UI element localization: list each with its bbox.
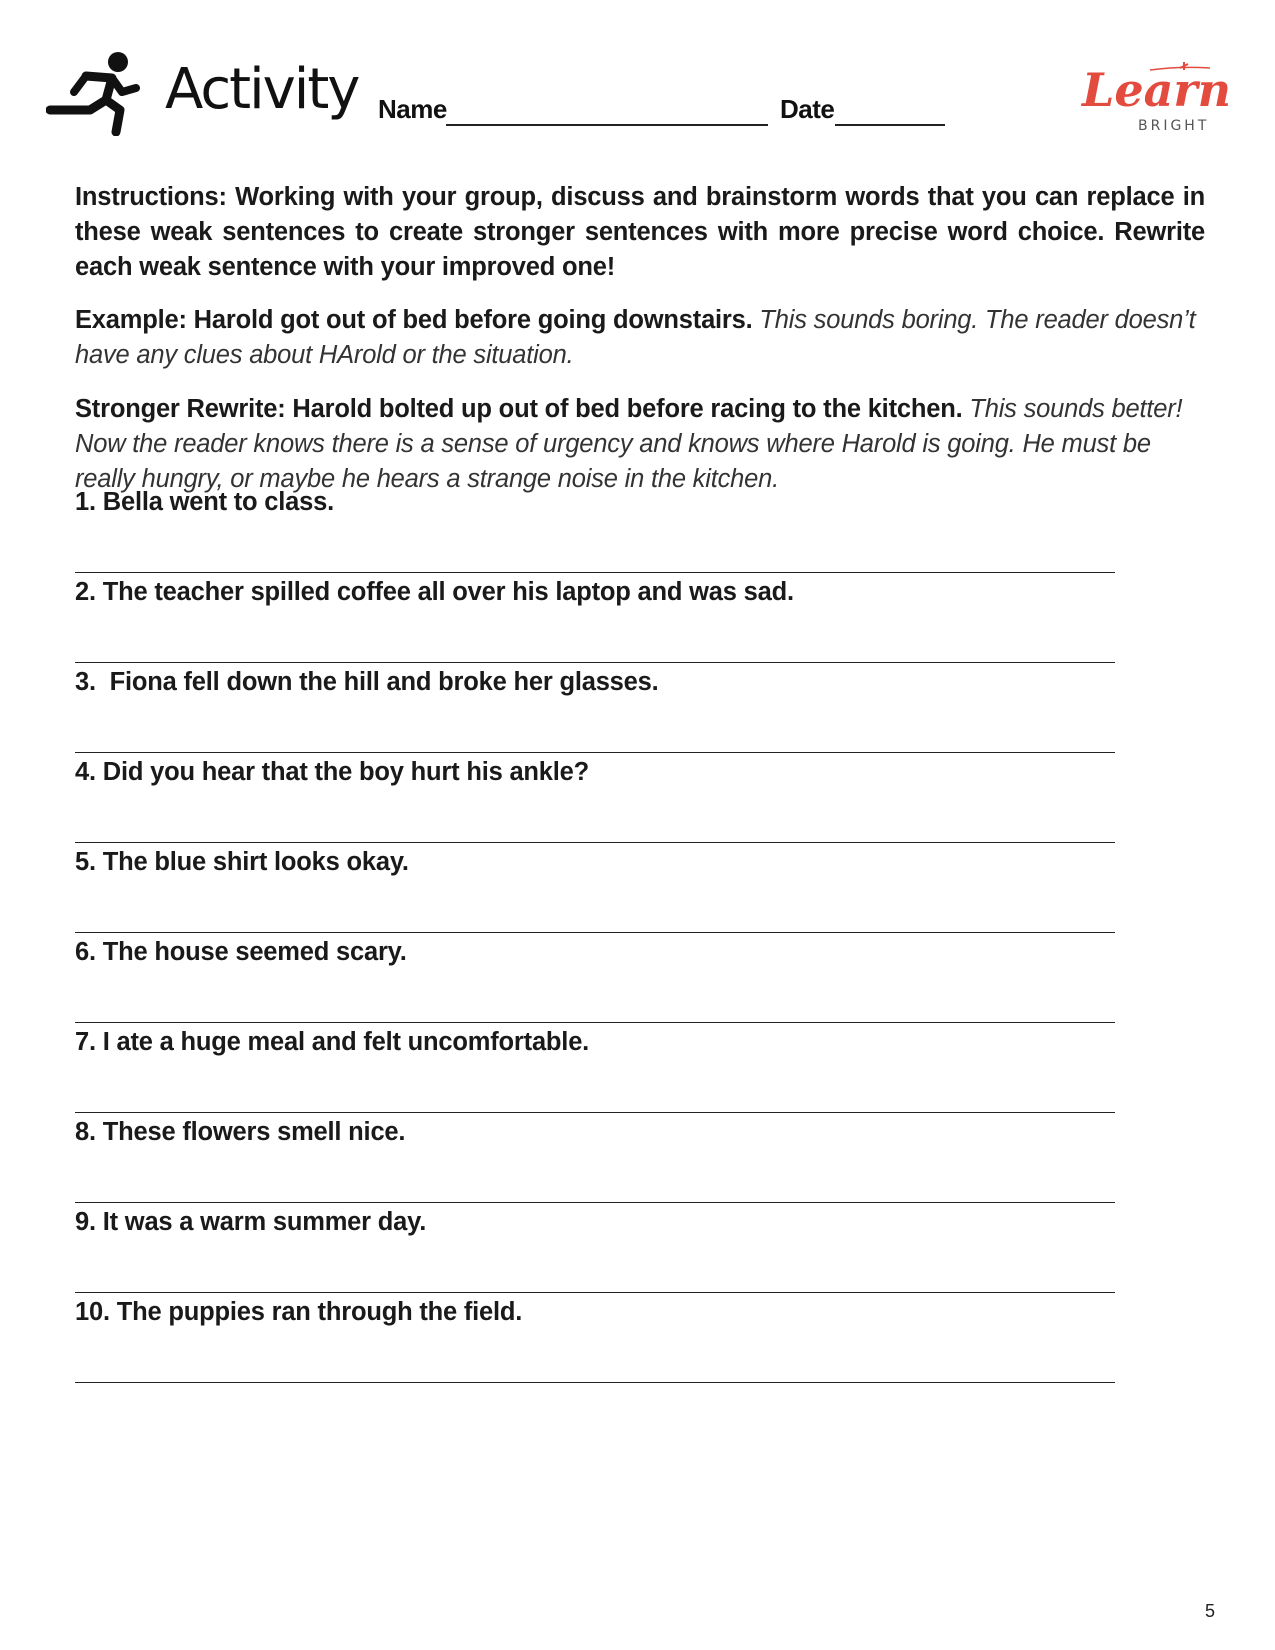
question-5: 5. The blue shirt looks okay. [75, 848, 409, 876]
instructions-text: Instructions: Working with your group, discuss and brainstorm words that you can replace in these weak sentences to create stronger sentences with more precise word choice. Rewrite each weak sentence with your improved one! [75, 183, 1205, 281]
logo-subtext: BRIGHT [1138, 118, 1210, 134]
question-10: 10. The puppies ran through the field. [75, 1298, 523, 1326]
logo-word: Learn [1082, 63, 1232, 117]
rewrite-comment: This sounds better! Now the reader knows there is a sense of urgency and knows where Harold is going. He must be really hungry, or maybe he hears a strange noise in the kitchen. [75, 395, 1183, 493]
answer-line-2[interactable] [75, 662, 1115, 663]
example-comment: This sounds boring. The reader doesn’t have any clues about HArold or the situation. [75, 306, 1196, 369]
learn-bright-logo [1080, 62, 1240, 136]
answer-line-7[interactable] [75, 1112, 1115, 1113]
answer-line-9[interactable] [75, 1292, 1115, 1293]
running-person-icon [46, 48, 142, 136]
name-field[interactable] [446, 124, 768, 126]
rewrite-block [75, 392, 1205, 497]
answer-line-4[interactable] [75, 842, 1115, 843]
question-3: 3. Fiona fell down the hill and broke her glasses. [75, 668, 659, 696]
name-label: Name [378, 94, 447, 124]
rewrite-label: Stronger Rewrite: Harold bolted up out of bed before racing to the kitchen. [75, 395, 963, 423]
page-title: Activity [165, 57, 359, 122]
question-2: 2. The teacher spilled coffee all over his laptop and was sad. [75, 578, 794, 606]
answer-line-1[interactable] [75, 572, 1115, 573]
question-1: 1. Bella went to class. [75, 488, 335, 516]
question-9: 9. It was a warm summer day. [75, 1208, 427, 1236]
page-number: 5 [1205, 1601, 1216, 1621]
question-4: 4. Did you hear that the boy hurt his ankle? [75, 758, 590, 786]
answer-line-10[interactable] [75, 1382, 1115, 1383]
question-8: 8. These flowers smell nice. [75, 1118, 406, 1146]
example-block [75, 303, 1205, 373]
example-label: Example: Harold got out of bed before going downstairs. [75, 306, 753, 334]
answer-line-8[interactable] [75, 1202, 1115, 1203]
date-field[interactable] [835, 124, 945, 126]
date-label: Date [780, 94, 835, 124]
answer-line-5[interactable] [75, 932, 1115, 933]
question-7: 7. I ate a huge meal and felt uncomfortable. [75, 1028, 590, 1056]
question-6: 6. The house seemed scary. [75, 938, 407, 966]
answer-line-6[interactable] [75, 1022, 1115, 1023]
answer-line-3[interactable] [75, 752, 1115, 753]
